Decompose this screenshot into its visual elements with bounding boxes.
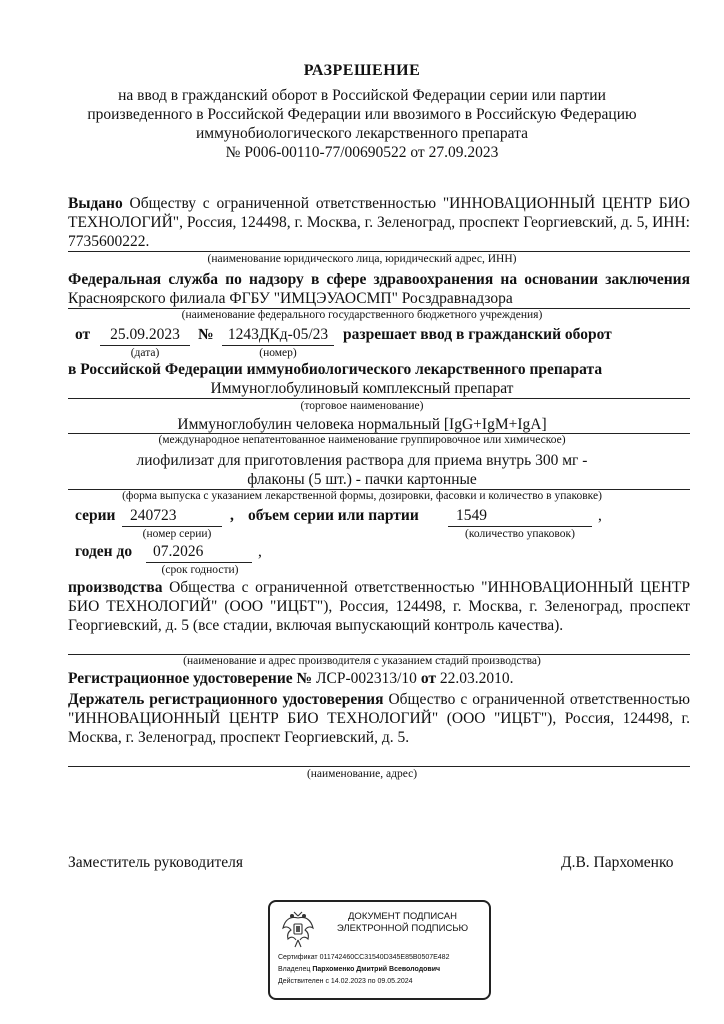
authority-paragraph (68, 270, 690, 308)
holder-underline (68, 766, 690, 767)
conclusion-number-underline (222, 345, 334, 346)
volume-caption: (количество упаковок) (465, 528, 575, 540)
series-underline (122, 526, 222, 527)
document-title: РАЗРЕШЕНИЕ (303, 62, 421, 79)
volume-underline (448, 526, 592, 527)
authority-text: Красноярского филиала ФГБУ "ИМЦЭУАОСМП" Росздравнадзора (68, 290, 513, 307)
dosage-form-line-1: лиофилизат для приготовления раствора для приема внутрь 300 мг - (136, 452, 588, 469)
registration-label: Регистрационное удостоверение № (68, 670, 313, 687)
stamp-title-line-2: ЭЛЕКТРОННОЙ ПОДПИСЬЮ (336, 923, 469, 934)
inn-caption: (международное непатентованное наименование группировочное или химическое) (158, 434, 566, 446)
authority-label: Федеральная служба по надзору в сфере здравоохранения на основании заключения (68, 271, 690, 288)
stamp-owner-value: Пархоменко Дмитрий Всеволодович (312, 966, 441, 973)
trade-name-caption: (торговое наименование) (300, 400, 424, 412)
coat-of-arms-icon (280, 910, 316, 950)
issued-to-text: Обществу с ограниченной ответственностью "ИННОВАЦИОННЫЙ ЦЕНТР БИО ТЕХНОЛОГИЙ", Россия, 124498, г. Москва, г. Зеленоград, проспект Георгиевский, д. 5, ИНН: 7735600222. (68, 195, 691, 250)
inn-name: Иммуноглобулин человека нормальный [IgG+IgM+IgA] (177, 416, 547, 433)
date-caption: (дата) (130, 347, 160, 359)
number-label: № (198, 326, 214, 343)
production-label: производства (68, 579, 163, 596)
authority-caption: (наименование федерального государственного бюджетного учреждения) (181, 309, 543, 321)
registration-from: от (420, 670, 436, 687)
stamp-owner-label: Владелец (278, 966, 311, 973)
series-caption: (номер серии) (142, 528, 212, 540)
issued-to-paragraph (68, 194, 690, 251)
issued-label: Выдано (68, 195, 123, 212)
series-comma: , (230, 507, 234, 524)
valid-until-comma: , (258, 543, 262, 560)
holder-paragraph (68, 690, 690, 747)
electronic-signature-stamp (268, 900, 491, 1000)
header-line-1: на ввод в гражданский оборот в Российской Федерации серии или партии (118, 87, 606, 104)
stamp-owner (278, 966, 440, 973)
signer-position: Заместитель руководителя (68, 854, 244, 871)
conclusion-date-underline (100, 345, 190, 346)
stamp-title (320, 911, 485, 935)
registration-number: ЛСР-002313/10 (315, 670, 417, 687)
valid-until-caption: (срок годности) (161, 564, 239, 576)
trade-name-underline (68, 398, 690, 399)
header-line-2: произведенного в Российской Федерации или ввозимого в Российскую Федерацию (87, 106, 637, 123)
registration-date: 22.03.2010. (439, 670, 514, 687)
stamp-certificate (278, 954, 449, 961)
production-paragraph (68, 578, 690, 635)
series-label: серии (75, 507, 116, 524)
holder-label: Держатель регистрационного удостоверения (68, 691, 384, 708)
permits-text: разрешает ввод в гражданский оборот (343, 326, 612, 343)
batch-volume: 1549 (456, 507, 487, 524)
valid-until-underline (146, 562, 252, 563)
trade-name: Иммуноглобулиновый комплексный препарат (210, 380, 514, 397)
permit-number: № Р006-00110-77/00690522 от 27.09.2023 (225, 144, 499, 161)
conclusion-date: 25.09.2023 (110, 326, 180, 343)
dosage-form-line-2: флаконы (5 шт.) - пачки картонные (247, 471, 477, 488)
holder-caption: (наименование, адрес) (306, 768, 418, 780)
number-caption: (номер) (259, 347, 297, 359)
series-number: 240723 (130, 507, 177, 524)
registration-line (68, 670, 513, 688)
issued-caption: (наименование юридического лица, юридический адрес, ИНН) (207, 253, 517, 265)
holder-text: Общество с ограниченной ответственностью "ИННОВАЦИОННЫЙ ЦЕНТР БИО ТЕХНОЛОГИЙ" (ООО "ИЦБТ"), Россия, 124498, г. Москва, г. Зеленоград, проспект Георгиевский, д. 5. (68, 691, 690, 746)
valid-until-label: годен до (75, 543, 133, 560)
production-caption: (наименование и адрес производителя с указанием стадий производства) (183, 655, 541, 667)
signer-name: Д.В. Пархоменко (561, 854, 674, 871)
header-line-3: иммунобиологического лекарственного препарата (195, 125, 528, 142)
stamp-certificate-value: 011742460CC31540D345E85B0507E482 (319, 954, 450, 961)
from-label: от (75, 326, 91, 343)
valid-until-date: 07.2026 (153, 543, 204, 560)
volume-label: объем серии или партии (248, 507, 419, 524)
stamp-title-line-1: ДОКУМЕНТ ПОДПИСАН (348, 911, 457, 922)
conclusion-number: 1243ДКд-05/23 (227, 326, 329, 343)
stamp-validity: Действителен с 14.02.2023 по 09.05.2024 (278, 978, 413, 985)
stamp-certificate-label: Сертификат (278, 954, 318, 961)
issued-underline (68, 251, 690, 252)
production-text: Общества с ограниченной ответственностью "ИННОВАЦИОННЫЙ ЦЕНТР БИО ТЕХНОЛОГИЙ" (ООО "ИЦБТ"), Россия, 124498, г. Москва, г. Зеленоград, проспект Георгиевский, д. 5 (все стадии, включая выпускающий контроль качества). (68, 579, 691, 634)
product-intro: в Российской Федерации иммунобиологического лекарственного препарата (68, 361, 603, 378)
dosage-form-caption: (форма выпуска с указанием лекарственной формы, дозировки, фасовки и количество в упаковке) (122, 490, 602, 502)
volume-comma: , (598, 507, 602, 524)
